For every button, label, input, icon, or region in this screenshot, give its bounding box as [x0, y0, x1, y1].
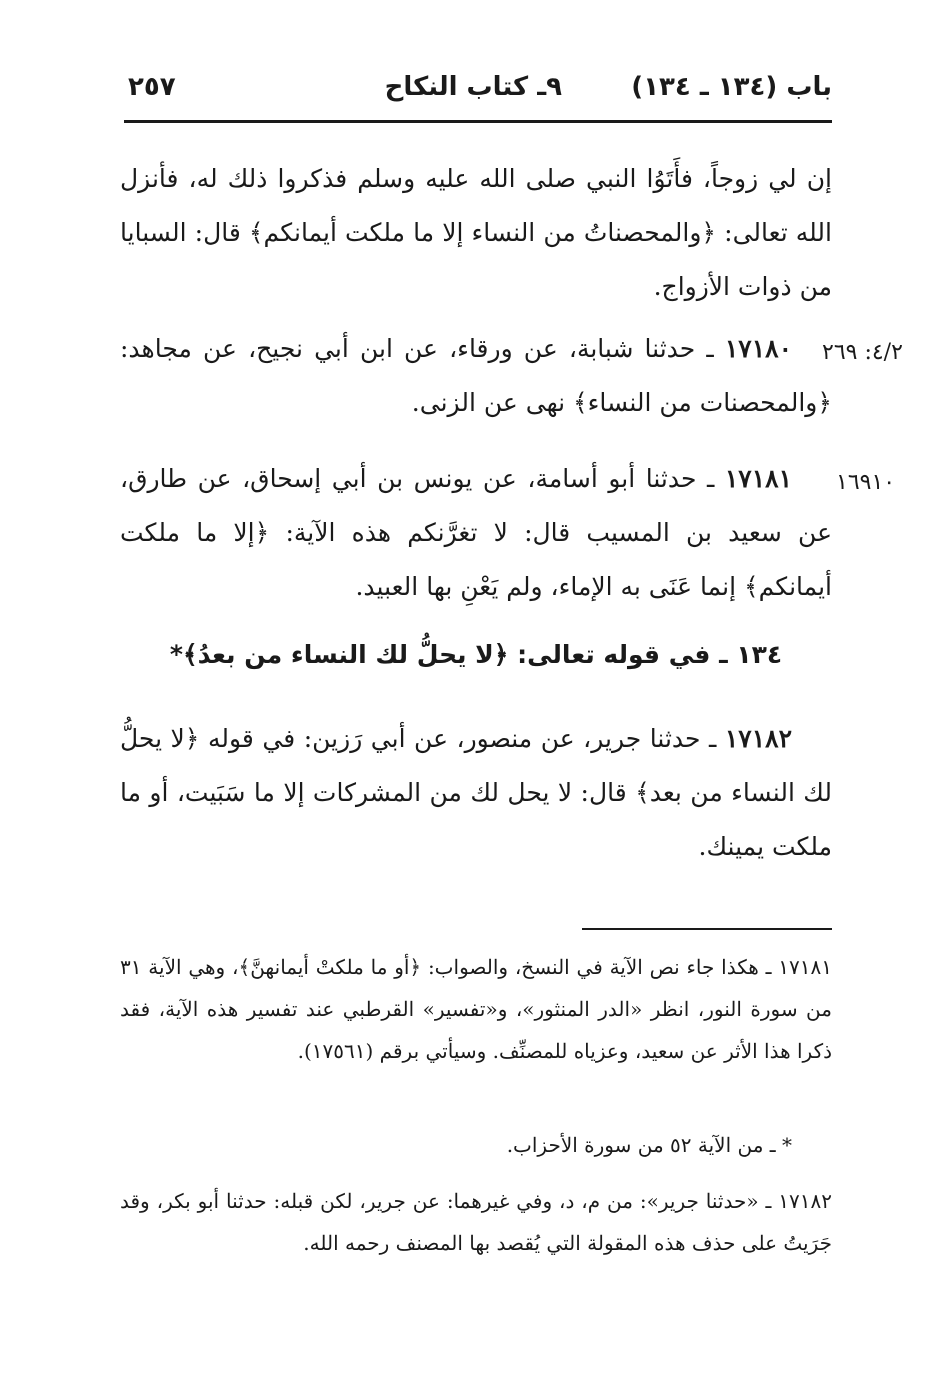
margin-reference: ١٦٩١٠ [836, 470, 896, 495]
hadith-number: ١٧١٨٢ [724, 724, 792, 753]
hadith-17181 [120, 452, 832, 614]
footnote-asterisk: * ـ من الآية ٥٢ من سورة الأحزاب. [506, 1133, 792, 1157]
header-divider [124, 120, 832, 123]
hadith-17182 [120, 712, 832, 874]
chapter-title: باب (١٣٤ ـ ١٣٤) [631, 72, 832, 102]
footnote-17181: ١٧١٨١ ـ هكذا جاء نص الآية في النسخ، والصواب: ﴿أو ما ملكتْ أيمانهنَّ﴾، وهي الآية ٣١ من سورة النور، انظر «الدر المنثور»، و«تفسير» القرطبي عند تفسير هذه الآية، فقد ذكرا هذا الأثر عن سعيد، وعزياه للمصنِّف. وسيأتي برقم (١٧٥٦١). [120, 955, 832, 1063]
paragraph-continuation: إن لي زوجاً، فأَتَوُا النبي صلى الله عليه وسلم فذكروا ذلك له، فأنزل الله تعالى: ﴿والمحصناتُ من النساء إلا ما ملكت أيمانكم﴾ قال: السبايا من ذوات الأزواج. [120, 164, 832, 301]
section-heading: ١٣٤ ـ في قوله تعالى: ﴿لا يحلُّ لك النساء من بعدُ﴾* [169, 640, 783, 669]
hadith-text: ـ حدثنا جرير، عن منصور، عن أبي رَزين: في قوله ﴿لا يحلُّ لك النساء من بعد﴾ قال: لا يحل لك من المشركات إلا ما سَبَيت، أو ما ملكت يمينك. [120, 724, 832, 861]
running-header [120, 72, 832, 112]
hadith-17180 [120, 322, 832, 430]
footnote-divider [582, 928, 832, 930]
margin-reference: ٤/٢: ٢٦٩ [822, 340, 903, 365]
book-title: ٩ـ كتاب النكاح [384, 72, 562, 102]
footnote-17182: ١٧١٨٢ ـ «حدثنا جرير»: من م، د، وفي غيرهما: عن جرير، لكن قبله: حدثنا أبو بكر، وقد جَرَيتُ على حذف هذه المقولة التي يُقصد بها المصنف رحمه الله. [120, 1189, 832, 1255]
page-number: ٢٥٧ [128, 72, 176, 102]
hadith-text: ـ حدثنا أبو أسامة، عن يونس بن أبي إسحاق، عن طارق، عن سعيد بن المسيب قال: لا تغرَّنكم هذه الآية: ﴿إلا ما ملكت أيمانكم﴾ إنما عَنَى به الإماء، ولم يَعْنِ بها العبيد. [120, 464, 832, 601]
hadith-number: ١٧١٨٠ [724, 334, 792, 363]
hadith-text: ـ حدثنا شبابة، عن ورقاء، عن ابن أبي نجيح، عن مجاهد: ﴿والمحصنات من النساء﴾ نهى عن الزنى. [120, 334, 832, 417]
hadith-number: ١٧١٨١ [724, 464, 792, 493]
